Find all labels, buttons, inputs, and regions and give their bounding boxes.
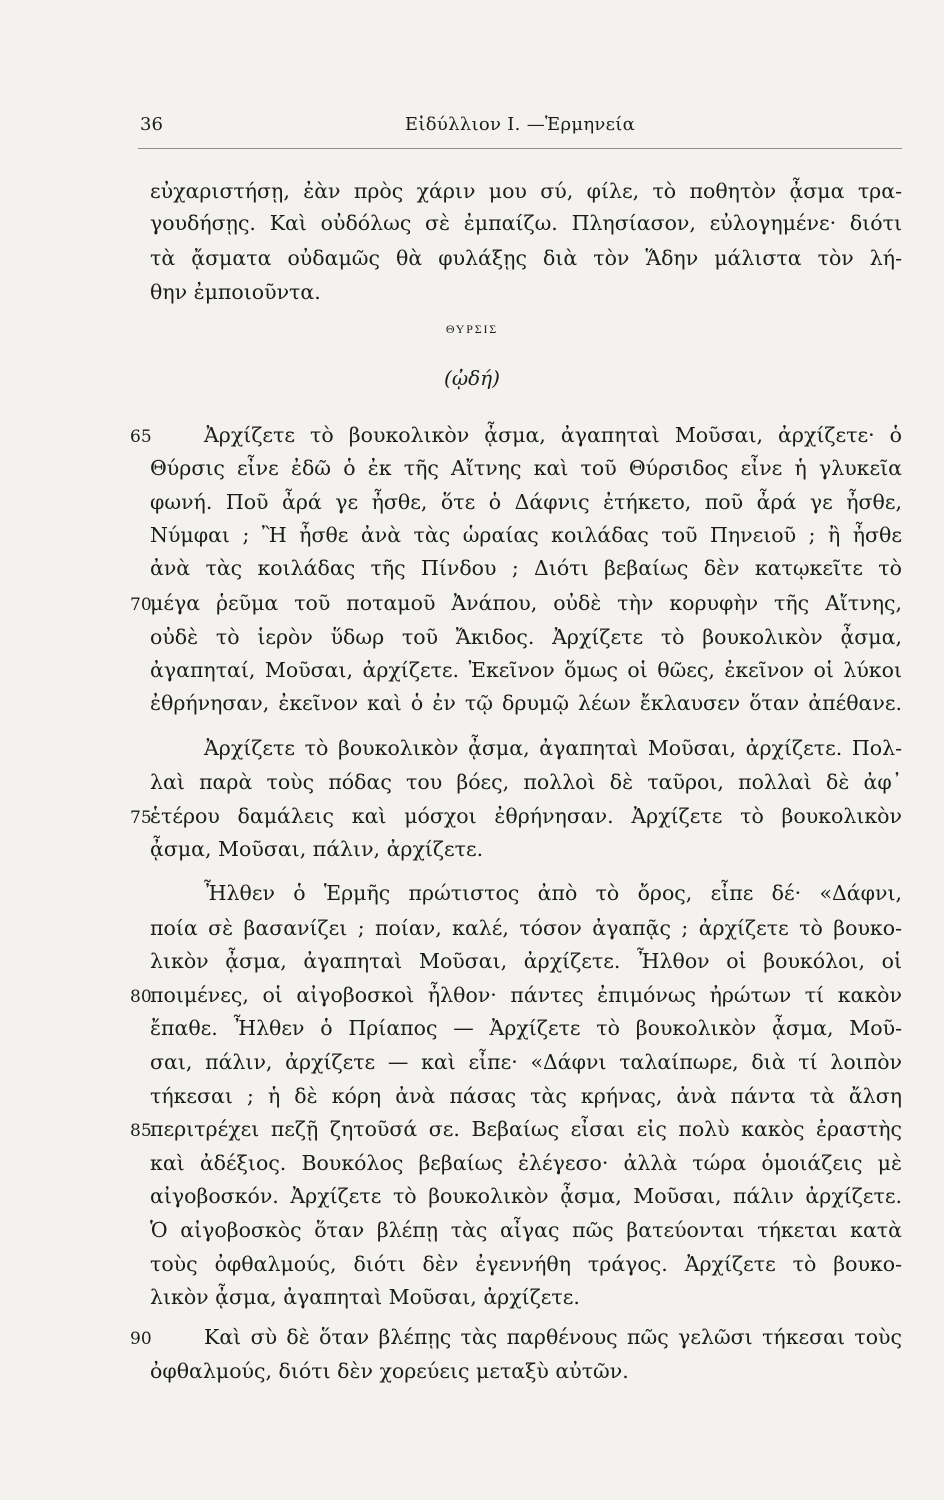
text-line: θην ἐμποιοῦντα.	[150, 280, 321, 304]
text-line: τοὺς ὀφθαλμούς, διότι δὲν ἐγεννήθη τράγος. Ἀρχίζετε τὸ βουκο-	[150, 1252, 902, 1276]
text-line: φωνή. Ποῦ ἆρά γε ἦσθε, ὅτε ὁ Δάφνις ἐτήκετο, ποῦ ἆρά γε ἦσθε,	[150, 490, 902, 514]
line-number: 75	[130, 808, 152, 828]
text-line: λικὸν ᾆσμα, ἀγαπηταὶ Μοῦσαι, ἀρχίζετε.	[150, 1285, 580, 1309]
text-line: ἑτέρου δαμάλεις καὶ μόσχοι ἐθρήνησαν. Ἀρχίζετε τὸ βουκολικὸν	[150, 804, 902, 828]
text-line: ὀφθαλμούς, διότι δὲν χορεύεις μεταξὺ αὐτῶν.	[150, 1359, 629, 1383]
text-line: μέγα ῥεῦμα τοῦ ποταμοῦ Ἀνάπου, οὐδὲ τὴν κορυφὴν τῆς Αἴτνης,	[150, 591, 902, 615]
text-line: Ἀρχίζετε τὸ βουκολικὸν ᾆσμα, ἀγαπηταὶ Μοῦσαι, ἀρχίζετε· ὁ	[204, 423, 902, 447]
text-line: ποιμένες, οἱ αἰγοβοσκοὶ ἦλθον· πάντες ἐπιμόνως ἠρώτων τί κακὸν	[150, 983, 902, 1007]
text-line: λαὶ παρὰ τοὺς πόδας του βόες, πολλοὶ δὲ ταῦροι, πολλαὶ δὲ ἀφ᾽	[150, 770, 902, 794]
text-line: τὰ ᾄσματα οὐδαμῶς θὰ φυλάξῃς διὰ τὸν Ἅδην μάλιστα τὸν λή-	[150, 246, 902, 270]
text-line: καὶ ἀδέξιος. Βουκόλος βεβαίως ἐλέγεσο· ἀλλὰ τώρα ὁμοιάζεις μὲ	[150, 1151, 902, 1175]
text-line: Νύμφαι ; Ἢ ἦσθε ἀνὰ τὰς ὡραίας κοιλάδας τοῦ Πηνειοῦ ; ἢ ἦσθε	[150, 523, 902, 547]
text-line: ἔπαθε. Ἦλθεν ὁ Πρίαπος — Ἀρχίζετε τὸ βουκολικὸν ᾆσμα, Μοῦ-	[150, 1016, 902, 1040]
text-line: Καὶ σὺ δὲ ὅταν βλέπῃς τὰς παρθένους πῶς γελῶσι τήκεσαι τοὺς	[204, 1325, 902, 1349]
speaker-heading: ΘΥΡΣΙΣ	[445, 322, 499, 336]
text-line: ᾆσμα, Μοῦσαι, πάλιν, ἀρχίζετε.	[150, 837, 484, 861]
section-subheading: (ᾠδή)	[444, 366, 500, 390]
header-rule	[138, 148, 902, 149]
line-number: 90	[130, 1329, 152, 1349]
running-title: Εἰδύλλιον Ι. —Ἑρμηνεία	[404, 114, 636, 135]
page-header	[140, 114, 900, 144]
line-number: 80	[130, 987, 152, 1007]
text-line: αἰγοβοσκόν. Ἀρχίζετε τὸ βουκολικὸν ᾆσμα, Μοῦσαι, πάλιν ἀρχίζετε.	[150, 1184, 902, 1208]
text-line: εὐχαριστήσῃ, ἐὰν πρὸς χάριν μου σύ, φίλε, τὸ ποθητὸν ᾆσμα τρα-	[150, 179, 902, 203]
text-line: Ἀρχίζετε τὸ βουκολικὸν ᾆσμα, ἀγαπηταὶ Μοῦσαι, ἀρχίζετε. Πολ-	[204, 736, 902, 760]
text-line: λικὸν ᾆσμα, ἀγαπηταὶ Μοῦσαι, ἀρχίζετε. Ἦλθον οἱ βουκόλοι, οἱ	[150, 949, 902, 973]
text-line: σαι, πάλιν, ἀρχίζετε — καὶ εἶπε· «Δάφνι ταλαίπωρε, διὰ τί λοιπὸν	[150, 1050, 902, 1074]
line-number: 70	[130, 595, 152, 615]
text-line: περιτρέχει πεζῇ ζητοῦσά σε. Βεβαίως εἶσαι εἰς πολὺ κακὸς ἐραστὴς	[150, 1117, 902, 1141]
text-line: ἀνὰ τὰς κοιλάδας τῆς Πίνδου ; Διότι βεβαίως δὲν κατῳκεῖτε τὸ	[150, 556, 902, 580]
text-line: Θύρσις εἶνε ἐδῶ ὁ ἐκ τῆς Αἴτνης καὶ τοῦ Θύρσιδος εἶνε ἡ γλυκεῖα	[150, 456, 902, 480]
text-line: Ὁ αἰγοβοσκὸς ὅταν βλέπῃ τὰς αἶγας πῶς βατεύονται τήκεται κατὰ	[150, 1218, 902, 1242]
text-line: ποία σὲ βασανίζει ; ποίαν, καλέ, τόσον ἀγαπᾷς ; ἀρχίζετε τὸ βουκο-	[150, 916, 902, 940]
text-line: ἀγαπηταί, Μοῦσαι, ἀρχίζετε. Ἐκεῖνον ὅμως οἱ θῶες, ἐκεῖνον οἱ λύκοι	[150, 658, 902, 682]
page-number: 36	[140, 114, 163, 135]
text-line: οὐδὲ τὸ ἱερὸν ὕδωρ τοῦ Ἄκιδος. Ἀρχίζετε τὸ βουκολικὸν ᾆσμα,	[150, 625, 902, 649]
text-line: Ἦλθεν ὁ Ἑρμῆς πρώτιστος ἀπὸ τὸ ὄρος, εἶπε δέ· «Δάφνι,	[204, 881, 902, 905]
line-number: 85	[130, 1121, 152, 1141]
text-line: ἐθρήνησαν, ἐκεῖνον καὶ ὁ ἐν τῷ δρυμῷ λέων ἔκλαυσεν ὅταν ἀπέθανε.	[150, 691, 902, 715]
text-line: τήκεσαι ; ἡ δὲ κόρη ἀνὰ πάσας τὰς κρήνας, ἀνὰ πάντα τὰ ἄλση	[150, 1084, 902, 1108]
text-line: γουδήσῃς. Καὶ οὐδόλως σὲ ἐμπαίζω. Πλησίασον, εὐλογημένε· διότι	[150, 211, 902, 235]
line-number: 65	[130, 427, 152, 447]
